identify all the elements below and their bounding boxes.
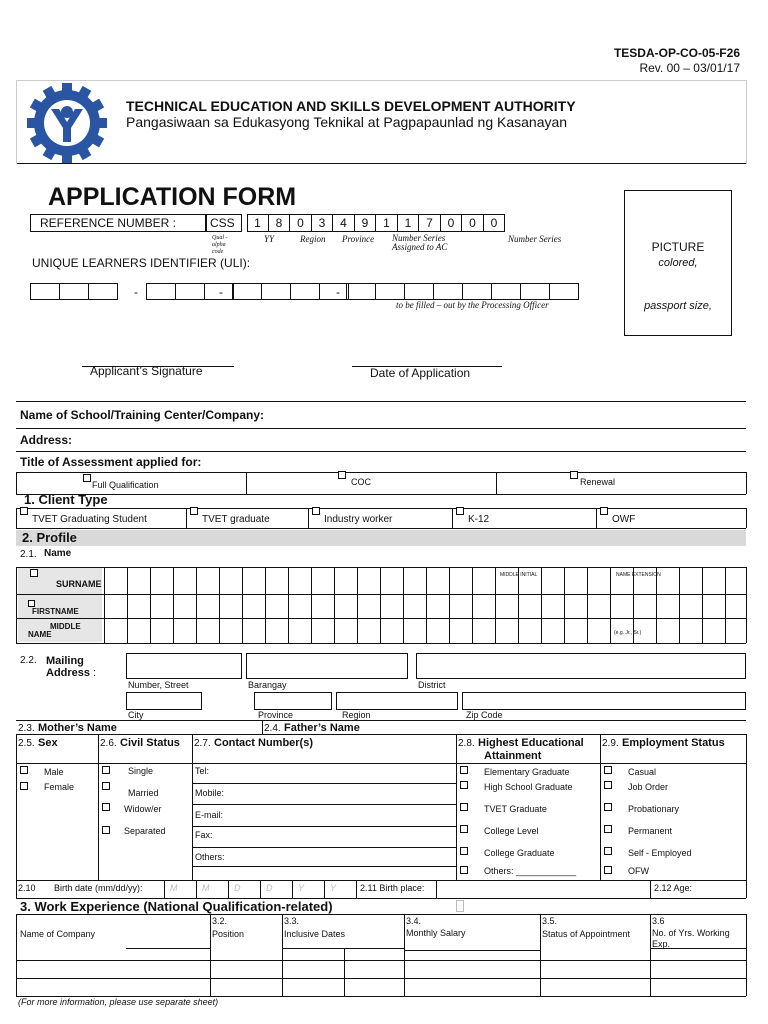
zip-field[interactable] <box>462 692 746 710</box>
birth-label: Birth date (mm/dd/yy): <box>54 883 143 893</box>
uli-note: to be filled – out by the Processing Officer <box>396 300 549 310</box>
mobile-field[interactable] <box>192 804 456 805</box>
name-grid-line <box>679 567 680 643</box>
education-label-2: Attainment <box>484 750 542 762</box>
employment-number: 2.9. <box>602 738 619 749</box>
mailing-label-1: Mailing <box>46 655 84 667</box>
education-number: 2.8. <box>458 738 475 749</box>
owf-label: OWF <box>612 514 636 525</box>
revision-label: Rev. 00 – 03/01/17 <box>639 61 740 75</box>
name-grid-line <box>311 567 312 643</box>
work-col-salary-number: 3.4. <box>406 916 422 926</box>
firstname-checkbox <box>28 600 35 607</box>
picture-line-1: colored, <box>658 257 698 269</box>
uli-cell[interactable] <box>30 283 59 300</box>
street-field[interactable] <box>126 653 242 679</box>
work-col-dates-number: 3.3. <box>284 916 300 926</box>
uli-cell[interactable] <box>232 283 261 300</box>
middle-label: MIDDLE <box>50 622 81 631</box>
college-level-label: College Level <box>484 826 539 836</box>
others-education-checkbox[interactable] <box>460 866 468 874</box>
name-number: 2.1. <box>20 549 37 560</box>
elementary-checkbox[interactable] <box>460 766 468 774</box>
name-label: Name <box>44 548 72 559</box>
employment-label: Employment Status <box>622 737 725 749</box>
reference-digit: 0 <box>469 216 476 230</box>
tvet-graduate-checkbox[interactable] <box>190 507 198 515</box>
uli-cell[interactable] <box>146 283 175 300</box>
name-grid-line <box>449 567 450 643</box>
name-grid-line <box>403 567 404 643</box>
sex-number: 2.5. <box>18 738 35 749</box>
birth-placeholder: D <box>234 883 241 893</box>
uli-label: UNIQUE LEARNERS IDENTIFIER (ULI): <box>32 256 251 270</box>
uli-dash: - <box>134 285 138 299</box>
uli-cell[interactable] <box>549 283 578 300</box>
work-col-company: Name of Company <box>20 929 96 939</box>
tvet-checkbox[interactable] <box>460 803 468 811</box>
reference-digit: 1 <box>383 216 390 230</box>
owf-checkbox[interactable] <box>600 507 608 515</box>
birth-number: 2.10 <box>18 883 36 893</box>
renewal-label: Renewal <box>580 477 616 487</box>
name-grid-line <box>426 567 427 643</box>
probationary-label: Probationary <box>628 804 680 814</box>
city-label: City <box>128 710 144 720</box>
tvet-graduating-checkbox[interactable] <box>20 507 28 515</box>
assessment-label: Title of Assessment applied for: <box>20 455 202 469</box>
permanent-checkbox[interactable] <box>604 825 612 833</box>
single-label: Single <box>128 766 154 776</box>
reference-digit: 1 <box>254 216 261 230</box>
widower-label: Widow/er <box>124 804 162 814</box>
name-grid-line <box>472 567 473 643</box>
uli-cell[interactable] <box>319 283 348 300</box>
work-col-position: Position <box>212 929 245 939</box>
birth-place-label: 2.11 Birth place: <box>360 883 425 893</box>
name-grid-line <box>495 567 496 643</box>
uli-cell[interactable] <box>520 283 549 300</box>
name-extension-label: NAME EXTENSION <box>616 572 661 578</box>
education-label-1: Highest Educational <box>478 737 584 749</box>
separated-label: Separated <box>124 826 166 836</box>
address-field[interactable] <box>16 451 746 452</box>
work-col-status-number: 3.5. <box>542 916 558 926</box>
reference-digit: 0 <box>447 216 455 230</box>
client-type-heading: 1. Client Type <box>24 492 108 507</box>
job-order-label: Job Order <box>628 782 669 792</box>
name-grid-line <box>150 567 151 643</box>
agency-name: TECHNICAL EDUCATION AND SKILLS DEVELOPMENT AUTHORITY <box>126 98 576 114</box>
uli-dash: - <box>336 285 340 299</box>
age-label: 2.12 Age: <box>654 883 693 893</box>
mailing-label-2: Address <box>46 667 91 679</box>
coc-checkbox[interactable] <box>338 471 346 479</box>
college-graduate-label: College Graduate <box>484 848 555 858</box>
male-checkbox[interactable] <box>20 766 28 774</box>
region-label: Region <box>342 710 371 720</box>
uli-cell[interactable] <box>175 283 204 300</box>
uli-cell[interactable] <box>290 283 319 300</box>
zip-label: Zip Code <box>466 710 503 720</box>
region-field[interactable] <box>336 692 458 710</box>
name-grid-line <box>127 567 128 643</box>
self-employed-label: Self - Employed <box>628 848 692 858</box>
name-grid-line <box>334 567 335 643</box>
name-grid-line <box>610 567 611 643</box>
work-col-status: Status of Appointment <box>542 929 631 939</box>
reference-label: REFERENCE NUMBER : <box>40 216 177 230</box>
name-grid-line <box>702 567 703 643</box>
name-grid-line <box>357 567 358 643</box>
firstname-label: FIRSTNAME <box>32 607 79 616</box>
contact-label: Contact Number(s) <box>214 737 314 749</box>
uli-cell[interactable] <box>346 283 375 300</box>
self-employed-checkbox[interactable] <box>604 847 612 855</box>
name-grid-line <box>265 567 266 643</box>
industry-worker-checkbox[interactable] <box>312 507 320 515</box>
fax-label: Fax: <box>195 830 213 840</box>
reference-digit: 9 <box>361 216 369 230</box>
name-grid-line <box>541 567 542 643</box>
surname-label: SURNAME <box>56 579 102 589</box>
ofw-label: OFW <box>628 866 649 876</box>
district-label: District <box>418 680 446 690</box>
address-label: Address: <box>20 433 73 447</box>
name-grid-line <box>746 567 747 643</box>
tel-field[interactable] <box>192 783 456 784</box>
caption-yy: YY <box>264 234 275 244</box>
school-label: Name of School/Training Center/Company: <box>20 408 265 422</box>
civil-label: Civil Status <box>120 737 180 749</box>
caption-region: Region <box>300 234 326 244</box>
province-label: Province <box>258 710 294 720</box>
tvet-label: TVET Graduate <box>484 804 547 814</box>
profile-heading-band <box>16 530 746 546</box>
form-code: TESDA-OP-CO-05-F26 <box>613 46 740 60</box>
surname-checkbox <box>30 569 38 577</box>
industry-worker-label: Industry worker <box>324 514 393 525</box>
elementary-label: Elementary Graduate <box>484 767 570 777</box>
name-grid-line <box>104 567 105 643</box>
permanent-label: Permanent <box>628 826 673 836</box>
uli-cell[interactable] <box>59 283 88 300</box>
separated-checkbox[interactable] <box>102 826 110 834</box>
date-label: Date of Application <box>370 366 471 380</box>
mother-label: Mother’s Name <box>38 722 117 734</box>
casual-checkbox[interactable] <box>604 766 612 774</box>
widower-checkbox[interactable] <box>102 803 110 811</box>
uli-cell[interactable] <box>491 283 520 300</box>
uli-cell[interactable] <box>433 283 462 300</box>
k12-label: K-12 <box>468 514 490 525</box>
uli-cell[interactable] <box>375 283 404 300</box>
reference-digit: 8 <box>275 216 283 230</box>
middle-label-2: NAME <box>28 630 52 639</box>
female-checkbox[interactable] <box>20 782 28 790</box>
married-label: Married <box>128 788 159 798</box>
barangay-label: Barangay <box>248 680 287 690</box>
name-grid-line <box>196 567 197 643</box>
street-label: Number, Street <box>128 680 189 690</box>
work-col-years-number: 3.6 <box>652 916 665 926</box>
picture-title: PICTURE <box>651 240 705 254</box>
picture-line-2: passport size, <box>644 300 712 312</box>
female-label: Female <box>44 782 75 792</box>
contact-number: 2.7. <box>194 738 211 749</box>
reference-digit: 3 <box>318 216 326 230</box>
birth-placeholder: Y <box>330 883 337 893</box>
work-checkbox <box>456 900 464 912</box>
ofw-checkbox[interactable] <box>604 866 612 874</box>
district-field[interactable] <box>416 653 746 679</box>
uli-cell[interactable] <box>261 283 290 300</box>
birth-placeholder: M <box>202 883 210 893</box>
full-qualification-label: Full Qualification <box>92 480 159 490</box>
casual-label: Casual <box>628 767 657 777</box>
civil-number: 2.6. <box>100 738 117 749</box>
caption-qual: Qual - alpha code <box>212 235 228 255</box>
extension-example: (e.g. Jr., Sr.) <box>614 630 642 636</box>
work-col-salary: Monthly Salary <box>406 928 466 938</box>
name-grid-line <box>725 567 726 643</box>
tesda-logo-icon <box>25 82 109 164</box>
male-label: Male <box>44 767 64 777</box>
full-qualification-checkbox[interactable] <box>83 474 91 482</box>
tvet-graduate-label: TVET graduate <box>202 514 270 525</box>
renewal-checkbox[interactable] <box>570 471 578 479</box>
college-level-checkbox[interactable] <box>460 825 468 833</box>
city-field[interactable] <box>126 692 202 710</box>
caption-province: Province <box>342 234 375 244</box>
work-col-years: No. of Yrs. Working Exp. <box>652 928 730 949</box>
birth-placeholder: D <box>266 883 273 893</box>
others-field[interactable] <box>192 866 456 867</box>
province-field[interactable] <box>254 692 332 710</box>
reference-digit: 0 <box>490 216 498 230</box>
agency-subtitle: Pangasiwaan sa Edukasyong Teknikal at Pagpapaunlad ng Kasanayan <box>126 114 568 130</box>
work-col-dates: Inclusive Dates <box>284 929 346 939</box>
mobile-label: Mobile: <box>195 788 225 798</box>
fax-field[interactable] <box>192 847 456 848</box>
others-label: Others: <box>195 852 225 862</box>
birth-placeholder: M <box>170 883 178 893</box>
father-label: Father’s Name <box>284 722 360 734</box>
job-order-checkbox[interactable] <box>604 781 612 789</box>
school-field[interactable] <box>16 428 746 429</box>
highschool-label: High School Graduate <box>484 782 573 792</box>
name-grid-line <box>173 567 174 643</box>
caption-number-series-2: Number Series <box>508 234 562 244</box>
name-grid-line <box>587 567 588 643</box>
k12-checkbox[interactable] <box>456 507 464 515</box>
reference-digit: 1 <box>404 216 412 230</box>
name-grid-line <box>518 567 519 643</box>
uli-dash: - <box>219 285 223 299</box>
uli-cell[interactable] <box>404 283 433 300</box>
middle-initial-label: MIDDLE INITIAL <box>500 572 538 578</box>
tel-label: Tel: <box>195 766 210 776</box>
signature-label: Applicant’s Signature <box>90 364 203 378</box>
form-title: APPLICATION FORM <box>48 183 297 211</box>
coc-label: COC <box>351 477 371 487</box>
reference-digit: 0 <box>297 216 304 230</box>
college-graduate-checkbox[interactable] <box>460 847 468 855</box>
work-col-position-number: 3.2. <box>212 916 228 926</box>
reference-prefix: CSS <box>210 216 235 230</box>
name-grid-line <box>219 567 220 643</box>
caption-number-series: Number Series Assigned to AC <box>392 233 448 252</box>
reference-digit: 4 <box>340 216 347 230</box>
tvet-graduating-label: TVET Graduating Student <box>32 514 147 525</box>
birth-placeholder: Y <box>298 883 305 893</box>
mother-number: 2.3. <box>18 723 35 734</box>
email-field[interactable] <box>192 826 456 827</box>
married-checkbox[interactable] <box>102 782 110 790</box>
name-grid-line <box>380 567 381 643</box>
highschool-checkbox[interactable] <box>460 781 468 789</box>
father-number: 2.4. <box>264 723 281 734</box>
name-grid-line <box>288 567 289 643</box>
single-checkbox[interactable] <box>102 766 110 774</box>
work-heading: 3. Work Experience (National Qualification-related) <box>20 899 333 914</box>
name-grid-line <box>242 567 243 643</box>
reference-digit: 7 <box>426 216 433 230</box>
profile-heading: 2. Profile <box>22 530 77 545</box>
name-grid-line <box>656 567 657 643</box>
others-education-label: Others: ____________ <box>484 866 577 876</box>
email-label: E-mail: <box>195 810 224 820</box>
barangay-field[interactable] <box>246 653 408 679</box>
name-grid-line <box>564 567 565 643</box>
probationary-checkbox[interactable] <box>604 803 612 811</box>
uli-cell[interactable] <box>462 283 491 300</box>
uli-cell[interactable] <box>88 283 117 300</box>
sex-label: Sex <box>38 737 58 749</box>
mailing-number: 2.2. <box>20 655 37 666</box>
footer-note: (For more information, please use separate sheet) <box>18 997 219 1007</box>
